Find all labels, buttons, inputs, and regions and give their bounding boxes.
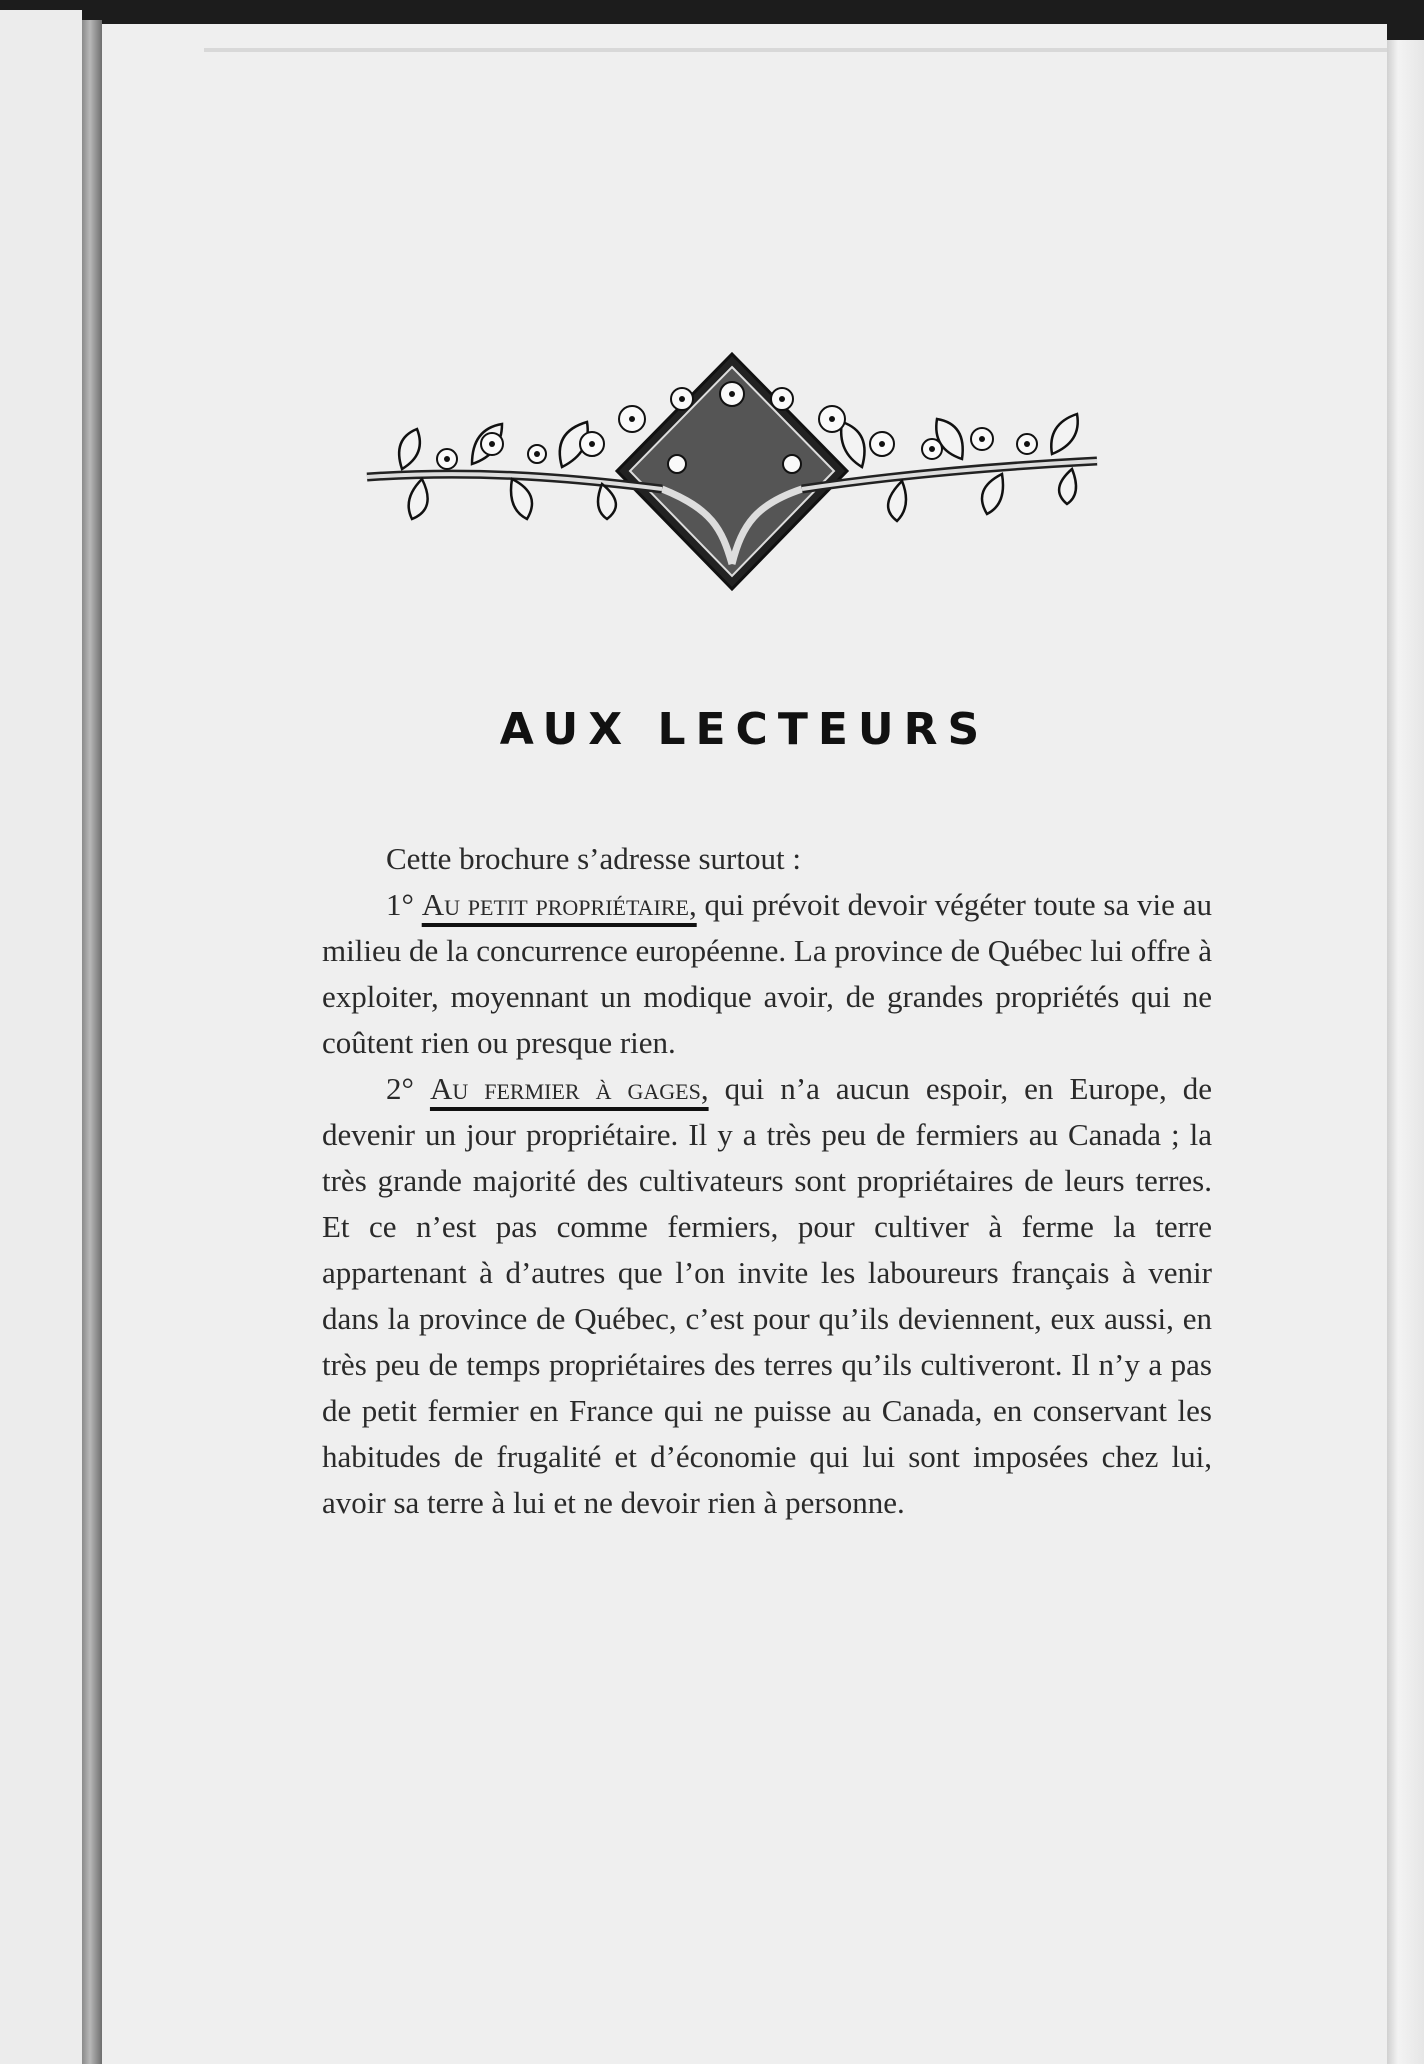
item-text: qui n’a aucun espoir, en Europe, de devenir un jour propriétaire. Il y a très peu de fermiers au Canada ; la très grande majorité des cultivateurs sont propriétaires de leurs terres. Et ce n’est pas comme fermiers, pour cultiver à ferme la terre appartenant à d’autres que l’on invite les laboureurs français à venir dans la province de Québec, c’est pour qu’ils deviennent, eux aussi, en très peu de temps propriétaires des terres qu’ils cultiveront. Il n’y a pas de petit fermier en France qui ne puisse au Canada, en conservant les habitudes de frugalité et d’économie qui lui sont imposées chez lui, avoir sa terre à lui et ne devoir rien à personne. — [322, 1071, 1212, 1520]
book-spine-edge — [82, 20, 102, 2064]
book-page — [102, 24, 1387, 2064]
item-label: Au fermier à gages, — [429, 1071, 709, 1106]
item-label: Au petit propriétaire, — [421, 887, 697, 922]
page-right-edge — [1387, 40, 1424, 2064]
scan-left-margin — [0, 10, 82, 2064]
item-number: 1° — [386, 887, 414, 922]
item-number: 2° — [386, 1071, 414, 1106]
intro-paragraph: Cette brochure s’adresse surtout : — [386, 841, 801, 876]
paragraph-item-1 — [322, 882, 1212, 1066]
item-text: qui prévoit devoir végéter toute sa vie au milieu de la concurrence européenne. La province de Québec lui offre à exploiter, moyennant un modique avoir, de grandes propriétés qui ne coûtent rien ou presque rien. — [322, 887, 1212, 1060]
paragraph-item-2 — [322, 1066, 1212, 1526]
body-text — [322, 836, 1212, 1526]
page-top-edge — [204, 48, 1424, 52]
floral-branch-ornament — [362, 349, 1102, 594]
page-title: AUX LECTEURS — [499, 704, 990, 755]
